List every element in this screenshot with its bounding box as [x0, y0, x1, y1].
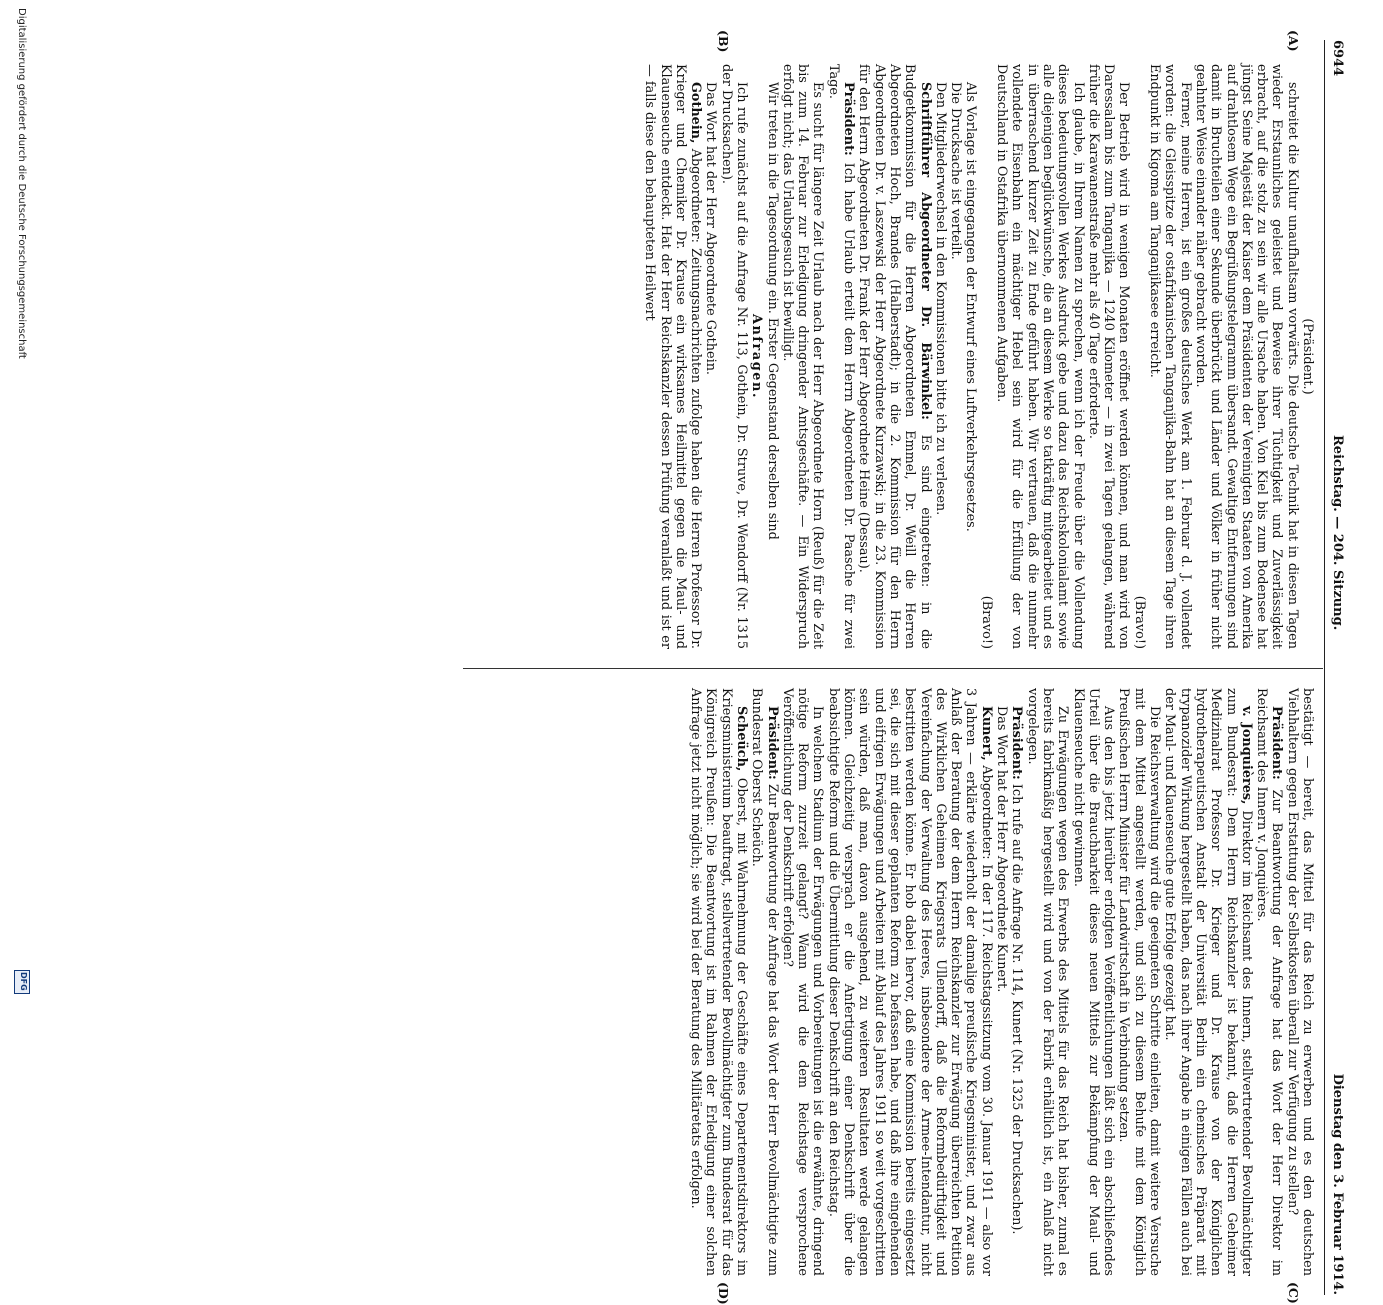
paragraph: Ich rufe zunächst auf die Anfrage Nr. 113, Gothein, Dr. Struve, Dr. Wendorff (Nr. 1315 der Drucksachen).: [718, 64, 750, 649]
margin-mark-c: (C): [1286, 1282, 1301, 1304]
funding-note: Digitalisierung gefördert durch die Deutsche Forschungsgemeinschaft: [16, 8, 27, 359]
interjection: (Bravo!): [978, 595, 994, 649]
speaker-name: Präsident:: [1269, 706, 1285, 780]
header-date: Dienstag den 3. Februar 1914.: [1330, 1073, 1345, 1295]
speaker-continuation: (Präsident.): [1300, 318, 1315, 395]
paragraph: Den Mitgliederwechsel in den Kommissionen bitte ich zu verlesen.: [932, 82, 948, 516]
left-column: [642, 64, 1315, 649]
paragraph: Zur Beantwortung der Anfrage hat das Wort der Herr Direktor im Reichsamt des Innern v. Jonquières.: [1254, 688, 1285, 1276]
paragraph: In welchem Stadium der Erwägungen und Vorbereitungen ist die erwähnte, dringend nötige Reform zurzeit gelangt? Wann wird die dem Reichstage versprochene Veröffentlichung der Denkschrift erfolgen?: [779, 688, 826, 1276]
paragraph: Ferner, meine Herren, ist ein großes deutsches Werk am 1. Februar d. J. vollendet worden: die Gleisspitze der ostafrikanischen Tanganjika-Bahn hat an diesem Tage ihren Endpunkt in Kigoma am Tanganjikasee erreicht.: [1147, 64, 1193, 649]
column-divider: [463, 668, 1323, 669]
header-session: Reichstag. — 204. Sitzung.: [1330, 435, 1345, 631]
speaker-name: Kunert,: [978, 706, 994, 761]
paragraph: bestätigt — bereit, das Mittel für das Reich zu erwerben und es den deutschen Viehhaltern gegen Erstattung der Selbstkosten überall zur Verfügung zu stellen?: [1284, 688, 1315, 1276]
speaker-name: Schriftführer Abgeordneter Dr. Bärwinkel:: [917, 82, 933, 420]
paragraph: Die Drucksache ist verteilt.: [948, 82, 964, 260]
paragraph: Die Reichsverwaltung wird die geeigneten Schritte einleiten, damit weitere Versuche mit dem Mittel angestellt werden, und sich zu diesem Behufe mit dem Königlich Preußischen Herrn Minister für Landwirtschaft in Verbindung setzen.: [1116, 688, 1163, 1276]
section-heading: Anfragen.: [749, 313, 765, 400]
right-column: [688, 688, 1315, 1276]
paragraph: Ich rufe auf die Anfrage Nr. 114, Kunert (Nr. 1325 der Drucksachen).: [1009, 783, 1025, 1235]
speaker-name: v. Jonquières,: [1238, 706, 1254, 805]
margin-mark-a: (A): [1286, 30, 1301, 52]
paragraph: Zeitungsnachrichten zufolge haben die Herren Professor Dr. Krieger und Chemiker Dr. Krause ein wirksames Heilmittel gegen die Maul- und Klauenseuche entdeckt. Hat der Herr Reichskanzler dessen Prüfung veranlaßt und ist er — falls diese den behaupteten Heilwert: [642, 64, 704, 649]
speaker-role: Abgeordneter:: [978, 765, 994, 860]
paragraph: Als Vorlage ist eingegangen der Entwurf eines Luftverkehrsgesetzes.: [963, 82, 979, 532]
speaker-name: Präsident:: [1009, 706, 1025, 780]
paragraph: Direktor im Reichsamt des Innern, stellvertretender Bevollmächtigter zum Bundesrat: Dem Herrn Reichskanzler ist bekannt, daß die Herren Geheimer Medizinalrat Professor Dr. Krieger und Dr. Krause von der Königlichen hydrotherapeutischen Anstalt der Universität Berlin ein chemisches Präparat mit trypanozider Wirkung hergestellt haben, das nach ihrer Angabe in einigen Fällen auch bei der Maul- und Klauenseuche gute Erfolge gezeigt hat.: [1162, 688, 1254, 1276]
margin-mark-b: (B): [716, 30, 731, 53]
speaker-name: Präsident:: [764, 706, 780, 780]
dfg-logo: DFG: [14, 970, 30, 994]
paragraph: Es sucht für längere Zeit Urlaub nach der Herr Abgeordnete Horn (Reuß) für die Zeit bis zum 14. Februar zur Erledigung dringender Amtsgeschäfte. — Ein Widerspruch erfolgt nicht; das Urlaubsgesuch ist bewilligt.: [779, 64, 826, 649]
paragraph: Das Wort hat der Herr Abgeordnete Gothein.: [703, 82, 719, 376]
paragraph: Ich glaube, in Ihrem Namen zu sprechen, wenn ich der Freude über die Vollendung dieses bedeutungsvollen Werkes Ausdruck gebe und dazu das Reichskolonialamt sowie alle diejenigen beglückwünsche, die an diesem Werke so tatkräftig mitgearbeitet und es in überraschend kurzer Zeit zu Ende geführt haben. Wir vertrauen, daß die nunmehr vollendete Eisenbahn ein mächtiger Hebel sein wird für die Erfüllung der von Deutschland in Ostafrika übernommenen Aufgaben.: [994, 64, 1086, 649]
paragraph: Wir treten in die Tagesordnung ein. Erster Gegenstand derselben sind: [764, 82, 780, 540]
margin-mark-d: (D): [716, 1282, 731, 1305]
header-rule: [1324, 40, 1325, 1295]
paragraph: Aus den bis jetzt hierüber erfolgten Veröffentlichungen läßt sich ein abschließendes Urteil über die Brauchbarkeit dieses neuen Mittels zur Bekämpfung der Maul- und Klauenseuche nicht gewinnen.: [1070, 688, 1117, 1276]
interjection: (Bravo!): [1131, 595, 1147, 649]
speaker-name: Scheüch,: [734, 706, 750, 772]
speaker-role: Abgeordneter:: [688, 148, 704, 243]
paragraph: In der 117. Reichstagssitzung vom 30. Januar 1911 — also vor 3 Jahren — erklärte wiederholt der damalige preußische Kriegsminister, und zwar aus Anlaß der Beratung der dem Herrn Reichskanzler zur Erwägung überreichten Petition des Wirklichen Geheimen Kriegsrats Ullendorff, daß die Reformbedürftigkeit und Vereinfachung der Verwaltung des Heeres, insbesondere der Armee-Intendantur, nicht bestritten werden könne. Er hob dabei hervor, daß eine Kommission bereits eingesetzt sei, die sich mit dieser geplanten Reform zu befassen habe, und daß ihre eingehenden und eifrigen Erwägungen und Arbeiten mit Ablauf des Jahres 1911 so weit vorgeschritten sein würden, daß man, davon ausgehend, zu weiteren Resultaten werde gelangen können. Gleichzeitig versprach er die Anfertigung einer Denkschrift über die beabsichtigte Reform und die Übermittlung dieser Denkschrift an den Reichstag.: [825, 688, 994, 1276]
paragraph: Der Betrieb wird in wenigen Monaten eröffnet werden können, und man wird von Daressalam bis zum Tanganjika — 1240 Kilometer — in zwei Tagen gelangen, während früher die Karawanenstraße mehr als 40 Tage erforderte.: [1085, 64, 1132, 649]
paragraph: Zu Erwägungen wegen des Erwerbs des Mittels für das Reich hat bisher, zumal es bereits fabrikmäßig hergestellt wird und von der Fabrik erhältlich ist, ein Anlaß nicht vorgelegen.: [1024, 688, 1071, 1276]
page-number: 6944: [1330, 40, 1345, 77]
speaker-name: Präsident:: [841, 82, 857, 156]
paragraph: schreitet die Kultur unaufhaltsam vorwärts. Die deutsche Technik hat in diesen Tagen wieder Erstaunliches geleistet und Beweise ihrer Tüchtigkeit und Zuverlässigkeit erbracht, auf die stolz zu sein wir alle Ursache haben. Von Kiel bis zum Bodensee hat jüngst Seine Majestät der Kaiser dem Präsidenten der Vereinigten Staaten von Amerika auf drahtlosem Wege ein Begrüßungstelegramm übersandt. Gewaltige Entfernungen sind damit in Bruchteilen einer Sekunde überbrückt und Länder und Völker in früher nicht geahnter Weise einander näher gebracht worden.: [1192, 64, 1300, 649]
paragraph: Das Wort hat der Herr Abgeordnete Kunert.: [994, 706, 1010, 993]
paragraph: Es sind eingetreten: in die Budgetkommission für die Herren Abgeordneten Emmel, Dr. Weill die Herren Abgeordneten Hoch, Brandes (Halberstadt); in die 2. Kommission für den Herrn Abgeordneten Dr. v. Laszewski der Herr Abgeordnete Kurzawski; in die 23. Kommission für den Herrn Abgeordneten Dr. Frank der Herr Abgeordnete Heine (Dessau).: [856, 64, 933, 649]
paragraph: Ich habe Urlaub erteilt dem Herrn Abgeordneten Dr. Paasche für zwei Tage.: [825, 64, 857, 649]
digitization-footer: [5, 0, 35, 1000]
speaker-name: Gothein,: [688, 82, 704, 144]
paragraph: Zur Beantwortung der Anfrage hat das Wort der Herr Bevollmächtigte zum Bundesrat Oberst Scheüch.: [749, 688, 780, 1276]
paragraph: Oberst, mit Wahrnehmung der Geschäfte eines Departementsdirektors im Kriegsministerium beauftragt, stellvertretender Bevollmächtigter zum Bundesrat für das Königreich Preußen: Die Beantwortung ist im Rahmen der Erledigung einer solchen Anfrage jetzt nicht möglich; sie wird bei der Beratung des Militäretats erfolgen.: [688, 688, 750, 1276]
